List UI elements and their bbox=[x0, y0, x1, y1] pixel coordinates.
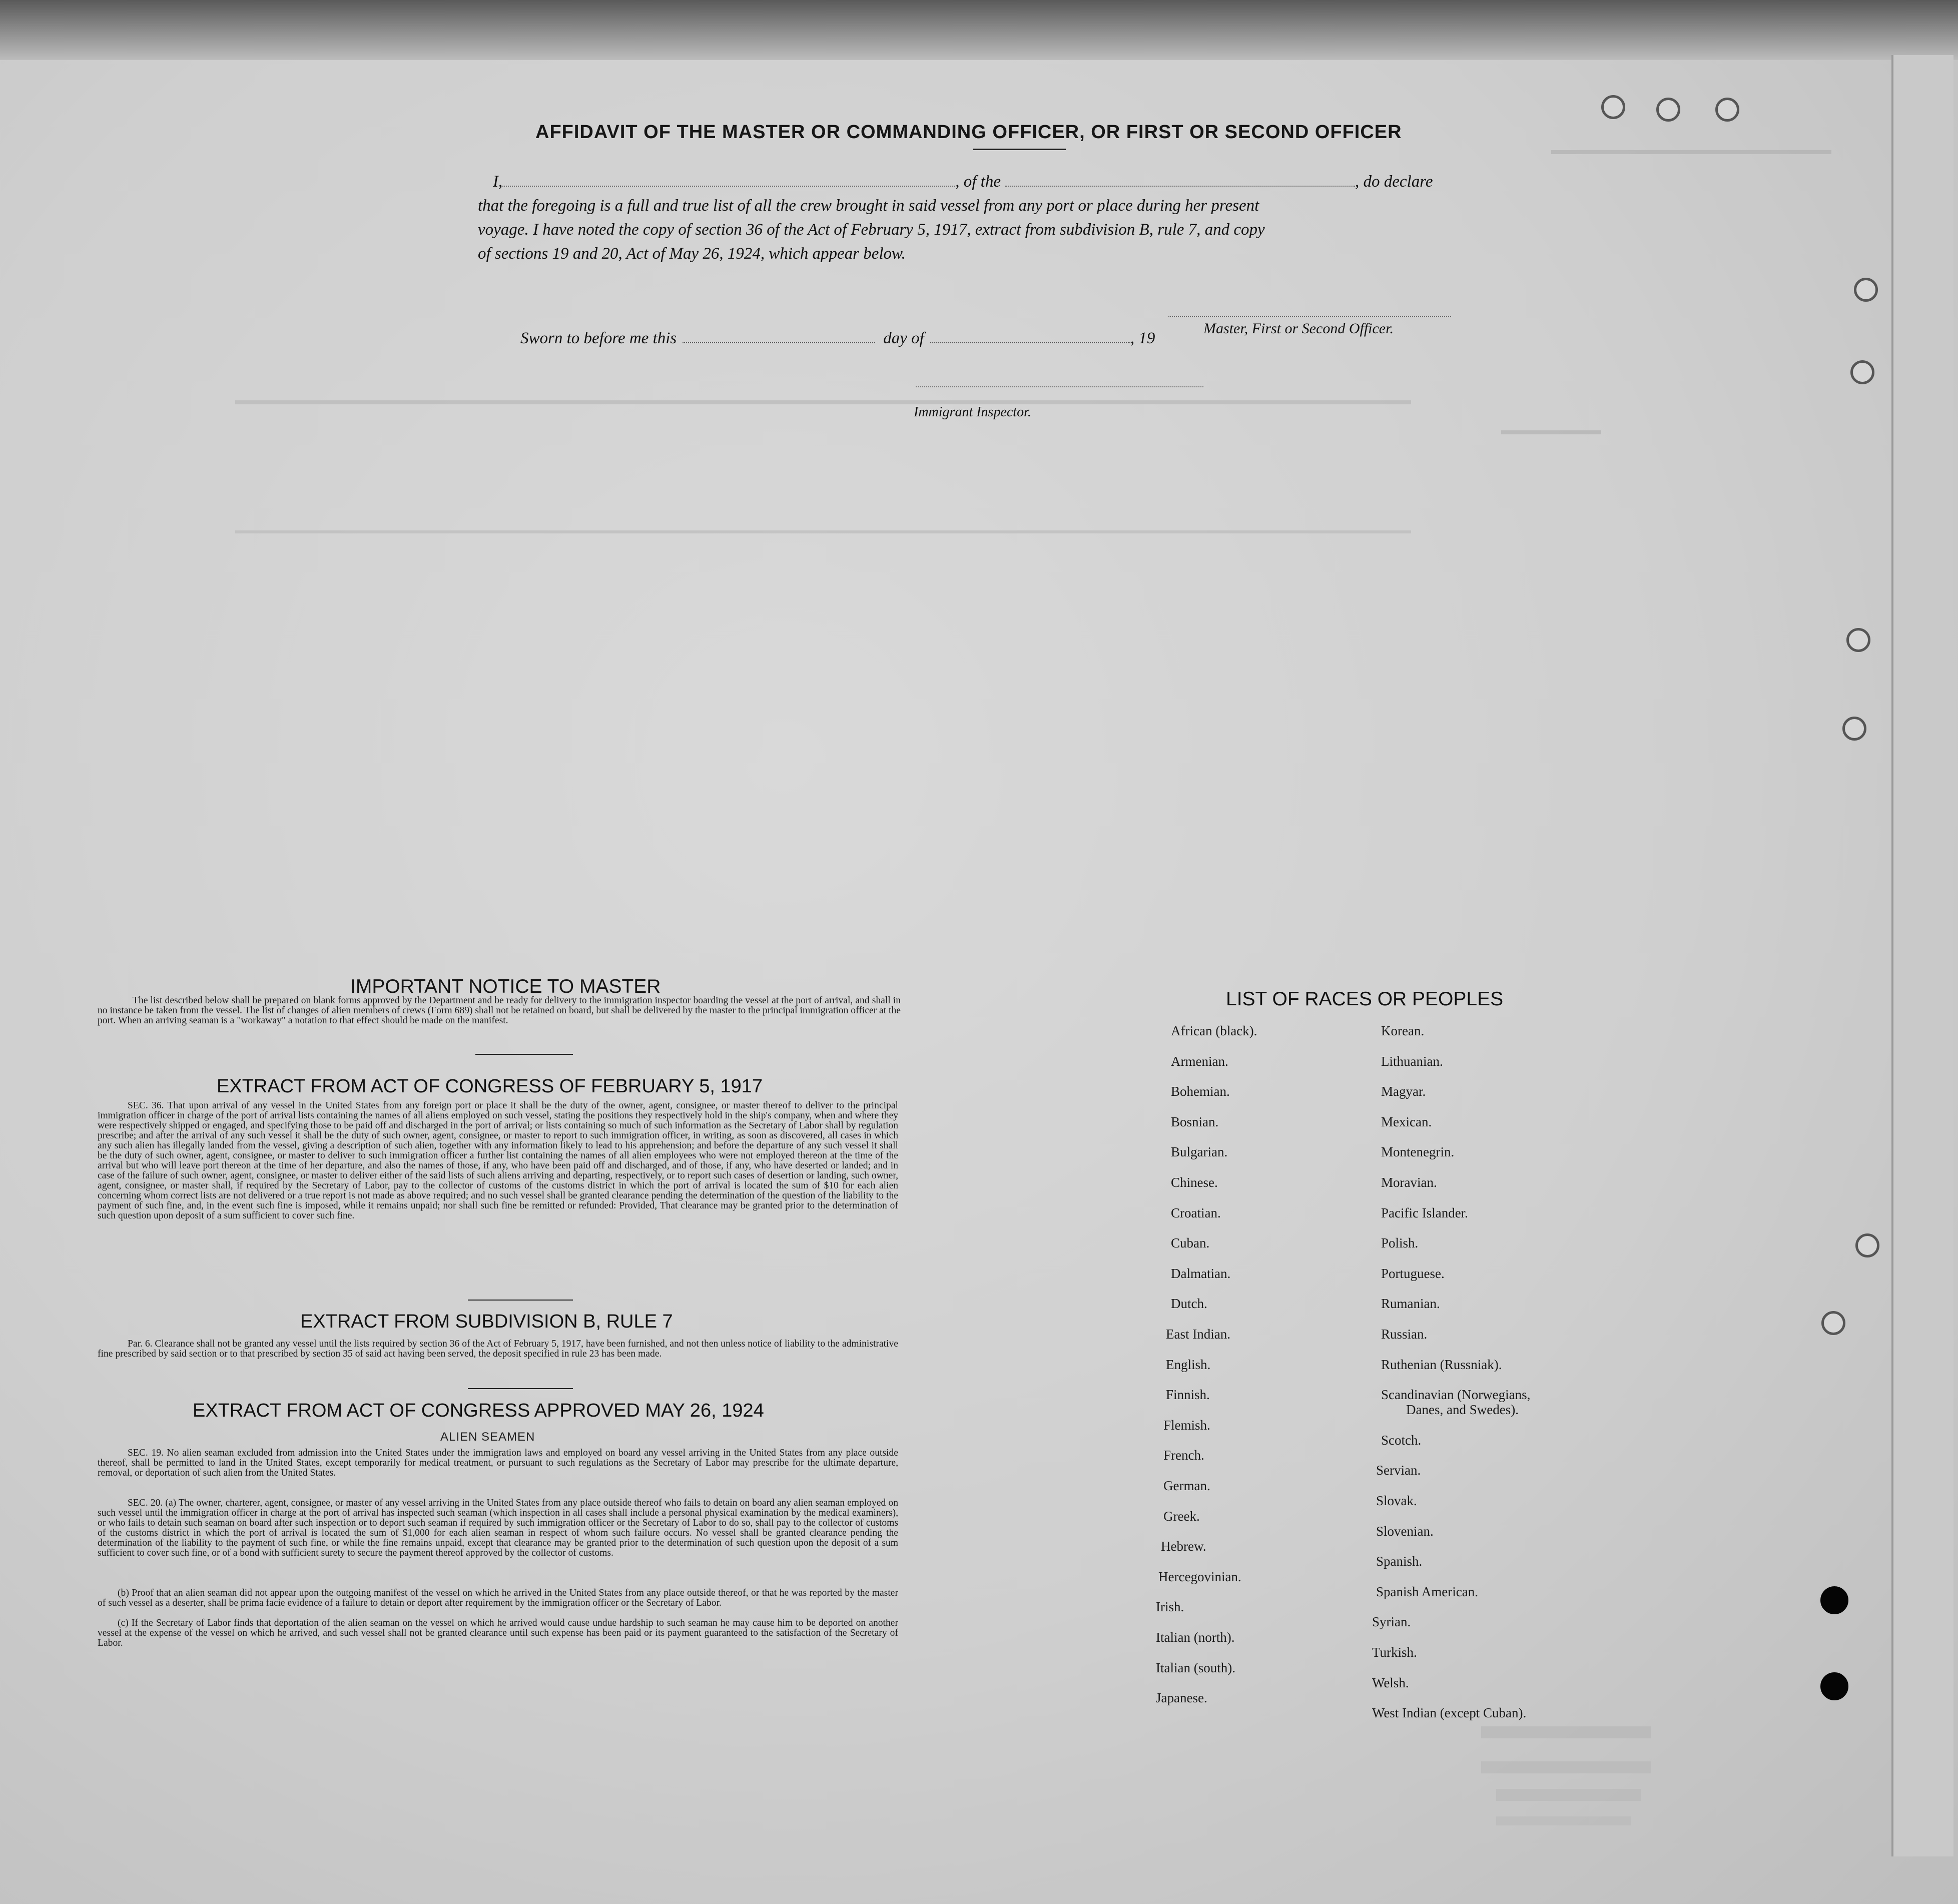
affidavit-do-declare-label: , do declare bbox=[1355, 173, 1433, 191]
race-item: Croatian. bbox=[1171, 1205, 1221, 1220]
punch-hole bbox=[1846, 628, 1870, 652]
race-item: West Indian (except Cuban). bbox=[1372, 1705, 1527, 1720]
race-item: Flemish. bbox=[1163, 1418, 1210, 1433]
race-item: Italian (north). bbox=[1156, 1630, 1235, 1645]
inspector-label: Immigrant Inspector. bbox=[914, 404, 1031, 420]
year-label: , 19 bbox=[1130, 329, 1155, 347]
race-item: Magyar. bbox=[1381, 1084, 1426, 1099]
race-item: Bulgarian. bbox=[1171, 1144, 1228, 1159]
notice-title: IMPORTANT NOTICE TO MASTER bbox=[350, 976, 661, 997]
divider bbox=[468, 1388, 573, 1389]
race-item: Hebrew. bbox=[1161, 1539, 1206, 1554]
punch-hole bbox=[1715, 98, 1739, 122]
sworn-label: Sworn to before me this bbox=[520, 329, 677, 347]
bleed-through-mark bbox=[1501, 430, 1601, 434]
affidavit-i-label: I, bbox=[493, 173, 503, 191]
race-item: Cuban. bbox=[1171, 1235, 1210, 1250]
race-item: Ruthenian (Russniak). bbox=[1381, 1357, 1502, 1372]
master-signature-label: Master, First or Second Officer. bbox=[1203, 320, 1394, 337]
race-item: Polish. bbox=[1381, 1235, 1419, 1250]
race-item: Welsh. bbox=[1372, 1675, 1409, 1690]
race-item: Pacific Islander. bbox=[1381, 1205, 1468, 1220]
extract-rule7-title: EXTRACT FROM SUBDIVISION B, RULE 7 bbox=[300, 1311, 673, 1332]
race-item: Irish. bbox=[1156, 1599, 1184, 1614]
affidavit-line-2: that the foregoing is a full and true list of all the crew brought in said vessel from any port or place during her present bbox=[478, 197, 1259, 215]
divider bbox=[468, 1300, 573, 1301]
notice-text: The list described below shall be prepared on blank forms approved by the Department and be ready for delivery to the immigration inspector boarding the vessel at the port of arrival, and shall in no instance be taken from the vessel. The list of changes of alien members of crews (Form 689) shall not be retained on board, but shall be delivered by the master to the principal immigration officer at the port. When an arriving seaman is a "workaway" a notation to that effect should be made on the manifest. bbox=[98, 995, 901, 1026]
name-blank[interactable] bbox=[502, 185, 955, 187]
sworn-month-blank[interactable] bbox=[930, 342, 1130, 343]
race-item: Spanish. bbox=[1376, 1554, 1423, 1569]
race-item: Servian. bbox=[1376, 1463, 1421, 1478]
race-item: German. bbox=[1163, 1478, 1210, 1493]
stamp-mark bbox=[1481, 1761, 1651, 1773]
bleed-through-mark bbox=[235, 530, 1411, 533]
race-item: Lithuanian. bbox=[1381, 1054, 1443, 1069]
vessel-blank[interactable] bbox=[1005, 185, 1355, 187]
race-item: Scandinavian (Norwegians, bbox=[1381, 1387, 1531, 1402]
race-item: Korean. bbox=[1381, 1023, 1425, 1038]
day-of-label: day of bbox=[883, 329, 924, 347]
punch-hole bbox=[1821, 1311, 1845, 1335]
race-item: Syrian. bbox=[1372, 1614, 1411, 1629]
punch-hole bbox=[1854, 278, 1878, 302]
underlying-sheet-edge bbox=[1891, 55, 1953, 1856]
race-item: Slovenian. bbox=[1376, 1524, 1434, 1539]
affidavit-of-the-label: , of the bbox=[955, 173, 1001, 191]
race-item: Rumanian. bbox=[1381, 1296, 1440, 1311]
stamp-mark bbox=[1496, 1816, 1631, 1825]
race-item: Bohemian. bbox=[1171, 1084, 1230, 1099]
punch-hole bbox=[1656, 98, 1680, 122]
extract-1917-text: SEC. 36. That upon arrival of any vessel in the United States from any foreign port or place it shall be the duty of the owner, agent, consignee, or master thereof to deliver to the principal immigration officer in charge of the port of arrival lists containing the names of all aliens employed on such vessel, stating the positions they respectively hold in the ship's company, when and where they were respectively shipped or engaged, and specifying those to be paid off and discharged in the port of arrival; or lists containing so much of such information as the Secretary of Labor shall by regulation prescribe; and after the arrival of any such vessel it shall be the duty of such owner, agent, consignee, or master to report to such immigration officer, in writing, as soon as discovered, all cases in which any such alien has illegally landed from the vessel, giving a description of such alien, together with any information likely to lead to his apprehension; and before the departure of any such vessel it shall be the duty of such owner, agent, consignee, or master to deliver to such immigration officer a further list containing the names of all alien employees who were not employed thereon at the time of the arrival but who will leave port thereon at the time of her departure, and also the names of those, if any, who have been paid off and discharged, and of those, if any, who have deserted or landed; and in case of the failure of such owner, agent, consignee, or master to deliver either of the said lists of such aliens arriving and departing, respectively, or to report such cases of desertion or landing, such owner, agent, consignee, or master shall, if required by the Secretary of Labor, pay to the collector of customs of the customs district in which the port of arrival is located the sum of $10 for each alien concerning whom correct lists are not delivered or a true report is not made as above required; and no such vessel shall be granted clearance pending the determination of the question of the liability to the payment of such fine, and, in the event such fine is imposed, while it remains unpaid; nor shall such fine be remitted or refunded: Provided, That clearance may be granted prior to the determination of such question upon deposit of a sum sufficient to cover such fine. bbox=[98, 1100, 898, 1221]
race-item: French. bbox=[1163, 1448, 1204, 1463]
affidavit-line-1 bbox=[478, 173, 1494, 191]
bleed-through-mark bbox=[1551, 150, 1831, 154]
stamp-mark bbox=[1481, 1726, 1651, 1738]
affidavit-line-3: voyage. I have noted the copy of section 36 of the Act of February 5, 1917, extract from subdivision B, rule 7, and copy bbox=[478, 221, 1265, 239]
punch-hole bbox=[1855, 1233, 1879, 1257]
affidavit-title: AFFIDAVIT OF THE MASTER OR COMMANDING OFFICER, OR FIRST OR SECOND OFFICER bbox=[535, 122, 1402, 143]
title-underline bbox=[973, 149, 1066, 150]
race-item: Spanish American. bbox=[1376, 1584, 1478, 1599]
race-item: Dutch. bbox=[1171, 1296, 1207, 1311]
extract-1924-sec20b: (b) Proof that an alien seaman did not appear upon the outgoing manifest of the vessel on which he arrived in the United States from any place outside thereof, or that he was reported by the master of such vessel as a deserter, shall be prima facie evidence of a failure to detain or deport after requirement by the immigration officer or the Secretary of Labor. bbox=[98, 1588, 898, 1608]
race-item: Russian. bbox=[1381, 1327, 1428, 1342]
extract-1924-sec19: SEC. 19. No alien seaman excluded from admission into the United States under the immigration laws and employed on board any vessel arriving in the United States from any place outside thereof, shall be permitted to land in the United States, except temporarily for medical treatment, or pursuant to such regulations as the Secretary of Labor may prescribe for the ultimate departure, removal, or deportation of such alien from the United States. bbox=[98, 1448, 898, 1478]
race-item: Dalmatian. bbox=[1171, 1266, 1231, 1281]
races-title: LIST OF RACES OR PEOPLES bbox=[1226, 988, 1504, 1010]
race-item: East Indian. bbox=[1166, 1327, 1230, 1342]
punch-hole bbox=[1820, 1586, 1848, 1614]
race-item: African (black). bbox=[1171, 1023, 1257, 1038]
alien-seamen-subtitle: ALIEN SEAMEN bbox=[440, 1430, 535, 1444]
race-item: Chinese. bbox=[1171, 1175, 1218, 1190]
punch-hole bbox=[1842, 717, 1866, 741]
race-item: Turkish. bbox=[1372, 1645, 1417, 1660]
race-item: Danes, and Swedes). bbox=[1406, 1402, 1519, 1417]
race-item: Mexican. bbox=[1381, 1114, 1432, 1129]
divider bbox=[475, 1054, 573, 1055]
race-item: Scotch. bbox=[1381, 1433, 1422, 1448]
punch-hole bbox=[1820, 1672, 1848, 1700]
punch-hole bbox=[1601, 95, 1625, 119]
stamp-mark bbox=[1496, 1789, 1641, 1801]
race-item: Finnish. bbox=[1166, 1387, 1210, 1402]
extract-1917-title: EXTRACT FROM ACT OF CONGRESS OF FEBRUARY 5, 1917 bbox=[217, 1076, 763, 1097]
extract-1924-sec20a: SEC. 20. (a) The owner, charterer, agent, consignee, or master of any vessel arriving in the United States from any place outside thereof who fails to detain on board any alien seaman employed on such vessel until the immigration officer in charge at the port of arrival has inspected such seaman (which inspection in all cases shall include a personal physical examination by the medical examiners), or who fails to detain such seaman on board after such inspection or to deport such seaman if required by such immigration officer or the Secretary of Labor to do so, shall pay to the collector of customs of the customs district in which the port of arrival is located the sum of $1,000 for each alien seaman in respect of whom such failure occurs. No vessel shall be granted clearance pending the determination of the liability to the payment of such fine, or while the fine remains unpaid, except that clearance may be granted prior to the determination of such question upon the deposit of a sum sufficient to cover such fine, or of a bond with sufficient surety to secure the payment thereof approved by the collector of customs. bbox=[98, 1498, 898, 1558]
race-item: Japanese. bbox=[1156, 1690, 1207, 1705]
sworn-line bbox=[520, 329, 1155, 348]
master-signature-line[interactable] bbox=[1168, 316, 1451, 317]
race-item: English. bbox=[1166, 1357, 1211, 1372]
extract-1924-sec20c: (c) If the Secretary of Labor finds that deportation of the alien seaman on the vessel on which he arrived would cause undue hardship to such seaman he may cause him to be deported on another vessel at the expense of the vessel on which he arrived, and such vessel shall not be granted clearance until such expense has been paid or its payment guaranteed to the satisfaction of the Secretary of Labor. bbox=[98, 1618, 898, 1648]
inspector-signature-line[interactable] bbox=[916, 386, 1203, 387]
extract-rule7-text: Par. 6. Clearance shall not be granted any vessel until the lists required by section 36 of the Act of February 5, 1917, have been furnished, and not then unless notice of liability to the administrative fine prescribed by said section or to that prescribed by section 35 of said act having been served, the deposit specified in rule 23 has been made. bbox=[98, 1339, 898, 1359]
race-item: Hercegovinian. bbox=[1158, 1569, 1241, 1584]
race-item: Armenian. bbox=[1171, 1054, 1228, 1069]
race-item: Italian (south). bbox=[1156, 1660, 1235, 1675]
page-fold-shadow bbox=[0, 0, 1958, 60]
race-item: Moravian. bbox=[1381, 1175, 1437, 1190]
punch-hole bbox=[1850, 360, 1874, 384]
sworn-day-blank[interactable] bbox=[683, 342, 875, 343]
affidavit-line-4: of sections 19 and 20, Act of May 26, 1924, which appear below. bbox=[478, 245, 906, 263]
bleed-through-mark bbox=[235, 400, 1411, 404]
race-item: Montenegrin. bbox=[1381, 1144, 1455, 1159]
race-item: Slovak. bbox=[1376, 1493, 1417, 1508]
race-item: Portuguese. bbox=[1381, 1266, 1445, 1281]
race-item: Bosnian. bbox=[1171, 1114, 1219, 1129]
extract-1924-title: EXTRACT FROM ACT OF CONGRESS APPROVED MAY 26, 1924 bbox=[193, 1400, 764, 1421]
race-item: Greek. bbox=[1163, 1509, 1200, 1524]
